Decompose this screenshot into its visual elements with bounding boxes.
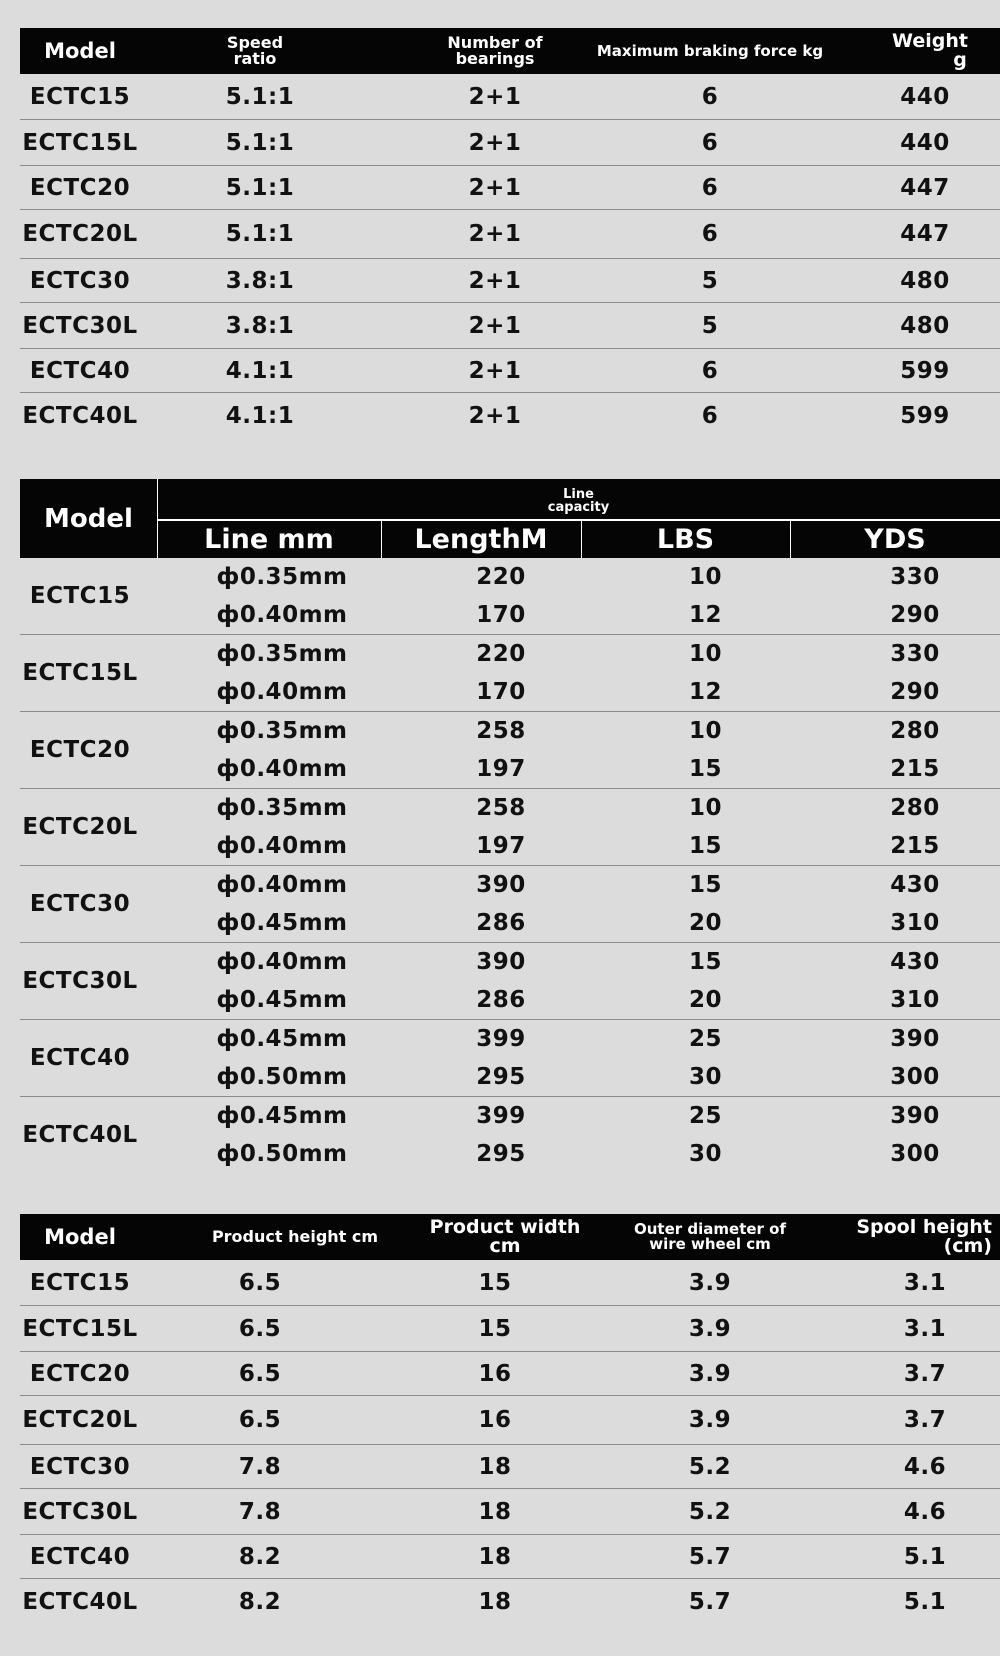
lbs-cell: 10 <box>688 795 722 821</box>
product-height-cell: 7.8 <box>238 1453 282 1480</box>
table-row <box>20 673 1000 711</box>
length-cell: 258 <box>476 795 526 821</box>
model-group <box>20 788 1000 865</box>
spool-height-cell: 5.1 <box>903 1543 947 1570</box>
lbs-cell: 25 <box>688 1103 722 1129</box>
bearings-cell: 2+1 <box>468 312 522 339</box>
spool-height-cell: 3.7 <box>903 1360 947 1387</box>
yds-cell: 215 <box>890 833 940 859</box>
line-diameter-cell: ф0.35mm <box>216 795 348 821</box>
model-cell: ECTC20 <box>29 174 131 201</box>
table-row <box>20 74 1000 119</box>
product-width-cell: 15 <box>478 1315 512 1342</box>
product-width-cell: 18 <box>478 1588 512 1615</box>
lbs-cell: 10 <box>688 718 722 744</box>
bearings-cell: 2+1 <box>468 221 522 247</box>
model-cell: ECTC30L <box>22 968 138 994</box>
line-capacity-header <box>20 479 1000 558</box>
bearings-header: Number of bearings <box>447 33 543 68</box>
reel-spec-table <box>20 28 1000 438</box>
product-height-cell: 8.2 <box>238 1543 282 1570</box>
length-cell: 390 <box>476 949 526 975</box>
weight-header: Weight g <box>892 30 968 71</box>
lbs-cell: 25 <box>688 1026 722 1052</box>
line-capacity-body <box>20 558 1000 1173</box>
model-cell: ECTC15L <box>22 129 138 156</box>
lbs-cell: 15 <box>688 833 722 859</box>
product-width-cell: 18 <box>478 1498 512 1525</box>
yds-cell: 215 <box>890 756 940 782</box>
table-row <box>20 827 1000 865</box>
yds-header: YDS <box>864 524 926 555</box>
bearings-cell: 2+1 <box>468 267 522 294</box>
bearings-cell: 2+1 <box>468 129 522 156</box>
spool-height-cell: 3.1 <box>903 1315 947 1342</box>
braking-force-cell: 5 <box>701 267 719 294</box>
outer-diameter-cell: 3.9 <box>688 1315 732 1342</box>
table-row <box>20 1578 1000 1624</box>
product-height-header: Product height cm <box>211 1227 379 1246</box>
line-diameter-cell: ф0.35mm <box>216 718 348 744</box>
table-row <box>20 789 1000 827</box>
line-diameter-cell: ф0.50mm <box>216 1064 348 1090</box>
lbs-header: LBS <box>656 524 715 555</box>
outer-diameter-header: Outer diameter of wire wheel cm <box>634 1220 786 1253</box>
length-cell: 399 <box>476 1103 526 1129</box>
table-row <box>20 1097 1000 1135</box>
weight-cell: 440 <box>900 83 950 110</box>
product-height-cell: 6.5 <box>238 1407 282 1433</box>
model-group <box>20 634 1000 711</box>
braking-force-cell: 6 <box>701 83 719 110</box>
table-row <box>20 302 1000 348</box>
yds-cell: 280 <box>890 718 940 744</box>
line-diameter-cell: ф0.40mm <box>216 833 348 859</box>
model-group <box>20 711 1000 788</box>
yds-cell: 290 <box>890 679 940 705</box>
length-cell: 295 <box>476 1064 526 1090</box>
yds-cell: 390 <box>890 1103 940 1129</box>
braking-force-header: Maximum braking force kg <box>596 41 824 60</box>
line-diameter-cell: ф0.40mm <box>216 679 348 705</box>
reel-spec-header <box>20 28 1000 74</box>
product-height-cell: 6.5 <box>238 1360 282 1387</box>
line-diameter-cell: ф0.35mm <box>216 641 348 667</box>
lbs-cell: 20 <box>688 910 722 936</box>
speed-ratio-cell: 3.8:1 <box>225 312 295 339</box>
spool-height-cell: 3.1 <box>903 1269 947 1296</box>
outer-diameter-cell: 5.2 <box>688 1498 732 1525</box>
model-cell: ECTC40L <box>22 402 138 429</box>
model-cell: ECTC40L <box>22 1588 138 1615</box>
speed-ratio-cell: 4.1:1 <box>225 357 295 384</box>
table-row <box>20 1395 1000 1444</box>
length-cell: 286 <box>476 910 526 936</box>
reel-spec-body <box>20 74 1000 438</box>
line-capacity-group-header: Line capacity <box>547 487 610 515</box>
model-header: Model <box>44 1224 116 1249</box>
product-width-cell: 18 <box>478 1453 512 1480</box>
yds-cell: 290 <box>890 602 940 628</box>
yds-cell: 300 <box>890 1064 940 1090</box>
model-cell: ECTC30 <box>29 1453 131 1480</box>
bearings-cell: 2+1 <box>468 402 522 429</box>
lbs-cell: 12 <box>688 602 722 628</box>
product-width-cell: 16 <box>478 1407 512 1433</box>
model-cell: ECTC30 <box>29 891 131 917</box>
line-diameter-cell: ф0.40mm <box>216 949 348 975</box>
speed-ratio-cell: 5.1:1 <box>225 129 295 156</box>
model-cell: ECTC40 <box>29 1045 131 1071</box>
lbs-cell: 30 <box>688 1064 722 1090</box>
bearings-cell: 2+1 <box>468 174 522 201</box>
lbs-cell: 30 <box>688 1141 722 1167</box>
length-cell: 220 <box>476 564 526 590</box>
yds-cell: 430 <box>890 872 940 898</box>
weight-cell: 447 <box>900 221 950 247</box>
line-diameter-cell: ф0.40mm <box>216 602 348 628</box>
model-cell: ECTC40 <box>29 357 131 384</box>
table-row <box>20 348 1000 392</box>
bearings-cell: 2+1 <box>468 83 522 110</box>
table-row <box>20 119 1000 165</box>
line-diameter-cell: ф0.45mm <box>216 1103 348 1129</box>
spool-height-header: Spool height (cm) <box>856 1216 992 1257</box>
product-width-cell: 15 <box>478 1269 512 1296</box>
weight-cell: 599 <box>900 357 950 384</box>
product-height-cell: 7.8 <box>238 1498 282 1525</box>
line-capacity-table <box>20 479 1000 1173</box>
lbs-cell: 15 <box>688 756 722 782</box>
product-height-cell: 8.2 <box>238 1588 282 1615</box>
model-cell: ECTC30 <box>29 267 131 294</box>
speed-ratio-cell: 4.1:1 <box>225 402 295 429</box>
line-mm-header: Line mm <box>204 524 334 555</box>
model-cell: ECTC20 <box>29 737 131 763</box>
length-cell: 286 <box>476 987 526 1013</box>
braking-force-cell: 5 <box>701 312 719 339</box>
model-header: Model <box>44 503 133 534</box>
length-cell: 170 <box>476 679 526 705</box>
model-cell: ECTC20 <box>29 1360 131 1387</box>
outer-diameter-cell: 3.9 <box>688 1360 732 1387</box>
model-cell: ECTC30L <box>22 312 138 339</box>
table-row <box>20 1135 1000 1173</box>
table-row <box>20 1444 1000 1488</box>
braking-force-cell: 6 <box>701 174 719 201</box>
line-diameter-cell: ф0.45mm <box>216 1026 348 1052</box>
model-cell: ECTC15L <box>22 1315 138 1342</box>
model-group <box>20 1096 1000 1173</box>
model-group <box>20 558 1000 634</box>
length-cell: 197 <box>476 833 526 859</box>
weight-cell: 480 <box>900 267 950 294</box>
yds-cell: 310 <box>890 987 940 1013</box>
braking-force-cell: 6 <box>701 221 719 247</box>
length-cell: 399 <box>476 1026 526 1052</box>
speed-ratio-cell: 5.1:1 <box>225 221 295 247</box>
outer-diameter-cell: 5.7 <box>688 1588 732 1615</box>
table-row <box>20 635 1000 673</box>
table-row <box>20 1260 1000 1305</box>
dimension-header <box>20 1214 1000 1260</box>
table-row <box>20 866 1000 904</box>
dimension-table <box>20 1214 1000 1624</box>
lbs-cell: 15 <box>688 872 722 898</box>
table-row <box>20 981 1000 1019</box>
outer-diameter-cell: 5.2 <box>688 1453 732 1480</box>
length-cell: 295 <box>476 1141 526 1167</box>
model-group <box>20 942 1000 1019</box>
speed-ratio-header: Speed ratio <box>226 33 284 68</box>
product-width-header: Product width cm <box>429 1216 581 1257</box>
table-row <box>20 904 1000 942</box>
speed-ratio-cell: 5.1:1 <box>225 83 295 110</box>
braking-force-cell: 6 <box>701 357 719 384</box>
table-row <box>20 943 1000 981</box>
model-cell: ECTC15L <box>22 660 138 686</box>
spool-height-cell: 3.7 <box>903 1407 947 1433</box>
line-diameter-cell: ф0.50mm <box>216 1141 348 1167</box>
lbs-cell: 20 <box>688 987 722 1013</box>
table-row <box>20 1488 1000 1534</box>
table-row <box>20 258 1000 302</box>
model-header: Model <box>44 38 116 63</box>
line-diameter-cell: ф0.40mm <box>216 872 348 898</box>
line-diameter-cell: ф0.35mm <box>216 564 348 590</box>
dimension-body <box>20 1260 1000 1624</box>
model-cell: ECTC20L <box>22 814 138 840</box>
weight-cell: 447 <box>900 174 950 201</box>
table-row <box>20 1020 1000 1058</box>
table-row <box>20 558 1000 596</box>
braking-force-cell: 6 <box>701 129 719 156</box>
length-cell: 258 <box>476 718 526 744</box>
outer-diameter-cell: 3.9 <box>688 1269 732 1296</box>
weight-cell: 440 <box>900 129 950 156</box>
yds-cell: 330 <box>890 641 940 667</box>
length-cell: 170 <box>476 602 526 628</box>
length-cell: 390 <box>476 872 526 898</box>
model-group <box>20 1019 1000 1096</box>
product-width-cell: 16 <box>478 1360 512 1387</box>
product-height-cell: 6.5 <box>238 1315 282 1342</box>
model-cell: ECTC15 <box>29 83 131 110</box>
model-cell: ECTC40L <box>22 1122 138 1148</box>
model-cell: ECTC15 <box>29 583 131 609</box>
model-cell: ECTC20L <box>22 1407 138 1433</box>
yds-cell: 330 <box>890 564 940 590</box>
table-row <box>20 1305 1000 1351</box>
yds-cell: 300 <box>890 1141 940 1167</box>
spool-height-cell: 5.1 <box>903 1588 947 1615</box>
line-diameter-cell: ф0.45mm <box>216 910 348 936</box>
table-row <box>20 1351 1000 1395</box>
braking-force-cell: 6 <box>701 402 719 429</box>
yds-cell: 310 <box>890 910 940 936</box>
lbs-cell: 12 <box>688 679 722 705</box>
speed-ratio-cell: 5.1:1 <box>225 174 295 201</box>
bearings-cell: 2+1 <box>468 357 522 384</box>
lbs-cell: 10 <box>688 564 722 590</box>
outer-diameter-cell: 5.7 <box>688 1543 732 1570</box>
lbs-cell: 15 <box>688 949 722 975</box>
yds-cell: 280 <box>890 795 940 821</box>
length-header: LengthM <box>414 524 548 555</box>
model-cell: ECTC40 <box>29 1543 131 1570</box>
spool-height-cell: 4.6 <box>903 1498 947 1525</box>
table-row <box>20 165 1000 209</box>
table-row <box>20 712 1000 750</box>
product-width-cell: 18 <box>478 1543 512 1570</box>
yds-cell: 390 <box>890 1026 940 1052</box>
length-cell: 197 <box>476 756 526 782</box>
table-row <box>20 209 1000 258</box>
outer-diameter-cell: 3.9 <box>688 1407 732 1433</box>
table-row <box>20 750 1000 788</box>
table-row <box>20 1058 1000 1096</box>
weight-cell: 599 <box>900 402 950 429</box>
table-row <box>20 1534 1000 1578</box>
lbs-cell: 10 <box>688 641 722 667</box>
product-height-cell: 6.5 <box>238 1269 282 1296</box>
table-row <box>20 596 1000 634</box>
length-cell: 220 <box>476 641 526 667</box>
yds-cell: 430 <box>890 949 940 975</box>
line-diameter-cell: ф0.45mm <box>216 987 348 1013</box>
model-cell: ECTC20L <box>22 221 138 247</box>
weight-cell: 480 <box>900 312 950 339</box>
line-diameter-cell: ф0.40mm <box>216 756 348 782</box>
model-cell: ECTC15 <box>29 1269 131 1296</box>
model-group <box>20 865 1000 942</box>
model-cell: ECTC30L <box>22 1498 138 1525</box>
table-row <box>20 392 1000 438</box>
spool-height-cell: 4.6 <box>903 1453 947 1480</box>
speed-ratio-cell: 3.8:1 <box>225 267 295 294</box>
